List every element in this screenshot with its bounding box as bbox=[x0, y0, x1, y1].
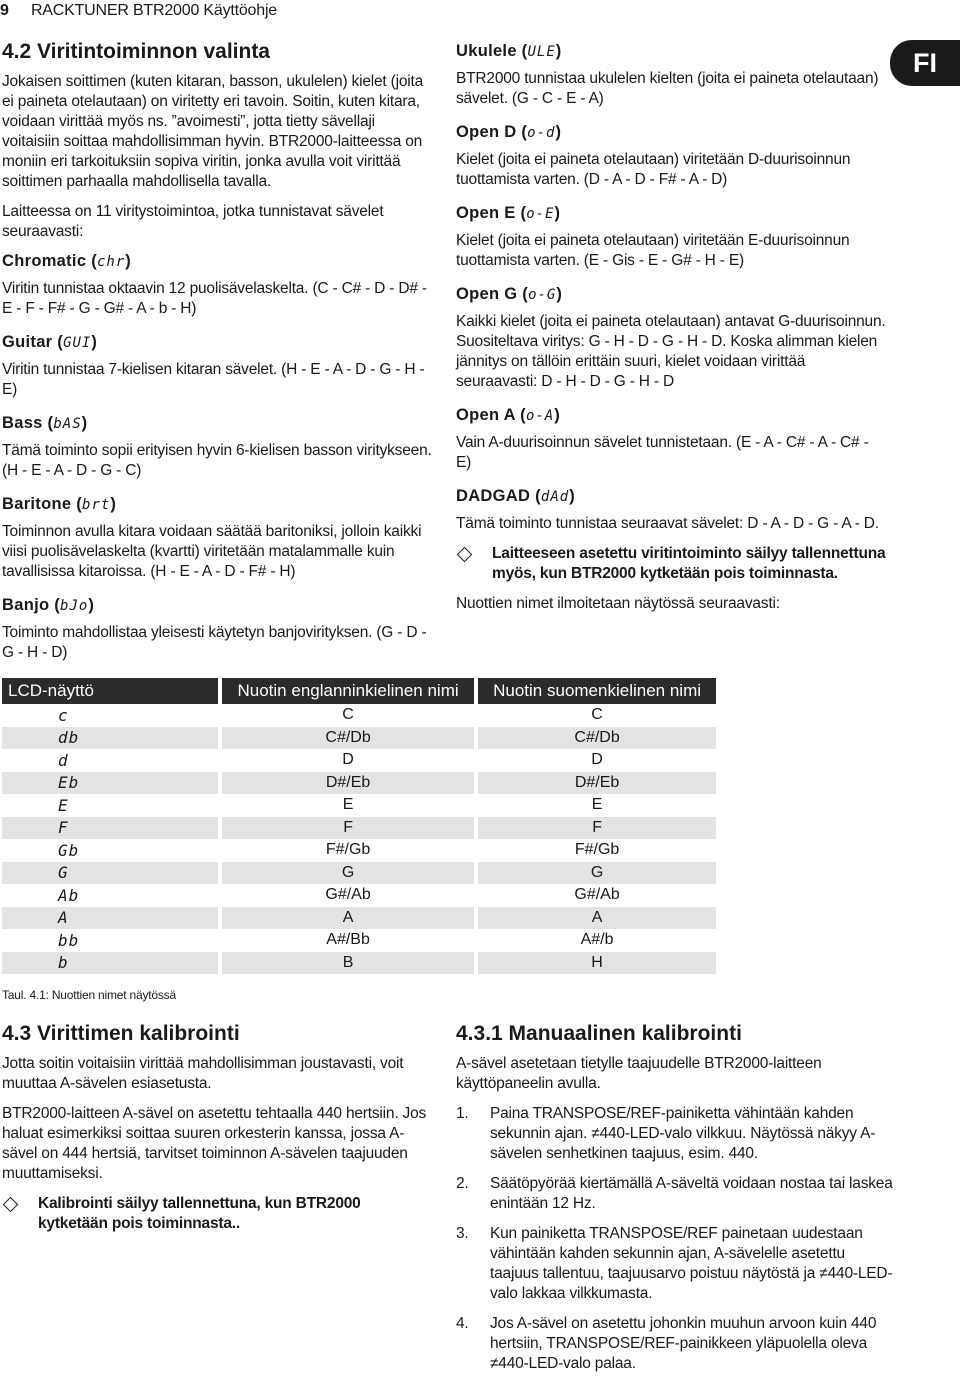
step-number: 1. bbox=[456, 1105, 469, 1122]
lcd-cell: d bbox=[2, 749, 220, 772]
mode-heading bbox=[456, 204, 886, 223]
calibration-note-text: Kalibrointi säilyy tallennettuna, kun BTR2000 kytketään pois toiminnasta.. bbox=[38, 1195, 361, 1232]
step-text: Kun painiketta TRANSPOSE/REF painetaan uudestaan vähintään kahden sekunnin ajan, A-sävelelle asetettu taajuus tallentuu, taajuusarvo poistuu näytöstä ja ≠440-LED-valo lakkaa vilkkumasta. bbox=[490, 1225, 893, 1302]
step-number: 3. bbox=[456, 1225, 469, 1242]
paren-open: ( bbox=[530, 487, 541, 505]
tuner-modes-list-left bbox=[2, 252, 432, 663]
finnish-name-cell: F bbox=[476, 817, 718, 840]
paren-open: ( bbox=[52, 333, 64, 351]
step-item bbox=[456, 1104, 896, 1164]
note-names-table bbox=[2, 678, 720, 974]
calibration-paragraph-2: BTR2000-laitteen A-sävel on asetettu tehtaalla 440 hertsiin. Jos haluat esimerkiksi soittaa suuren orkesterin kanssa, jossa A-sävel on 444 hertsiä, tarvitset toiminnon A-sävelen taajuuden muuttamiseksi. bbox=[2, 1105, 427, 1182]
paren-open: ( bbox=[49, 596, 61, 614]
lcd-code: bAS bbox=[53, 416, 82, 432]
paren-close: ) bbox=[110, 495, 117, 513]
lcd-cell: bb bbox=[2, 929, 220, 952]
finnish-name-cell: D#/Eb bbox=[476, 772, 718, 795]
paren-open: ( bbox=[71, 495, 83, 513]
table-row bbox=[2, 907, 718, 930]
step-text: Paina TRANSPOSE/REF-painiketta vähintään kahden sekunnin ajan. ≠440-LED-valo vilkkuu. Näytössä näkyy A-sävelen senhetkinen taajuus, esim. 440. bbox=[490, 1105, 876, 1162]
step-number: 4. bbox=[456, 1315, 469, 1332]
finnish-name-cell: A#/b bbox=[476, 929, 718, 952]
mode-name: Baritone bbox=[2, 495, 72, 513]
lcd-code: GUI bbox=[63, 335, 92, 351]
english-name-cell: A#/Bb bbox=[220, 929, 476, 952]
note-names-intro: Nuottien nimet ilmoitetaan näytössä seuraavasti: bbox=[456, 595, 780, 612]
manual-intro: A-sävel asetetaan tietylle taajuudelle BTR2000-laitteen käyttöpaneelin avulla. bbox=[456, 1055, 822, 1092]
table-header-row bbox=[2, 678, 718, 704]
lcd-code: chr bbox=[97, 254, 126, 270]
mode-heading bbox=[456, 42, 886, 61]
intro-paragraph: Jokaisen soittimen (kuten kitaran, basson, ukulelen) kielet (joita ei paineta otelautaan) on viritetty eri tavoin. Soitin, kuten kitara, voidaan virittää myös ns. ”avoimesti”, jotta tietty sävellaji voitaisiin soittaa mahdollisimman hyvin. BTR2000-laitteessa on moniin eri tarkoituksiin sopiva viritin, jonka avulla voit virittää soittimen parhaalla mahdollisella tavalla. bbox=[2, 73, 424, 190]
tuner-modes-list-right bbox=[456, 42, 886, 534]
manual-calibration-section bbox=[456, 1022, 896, 1384]
mode-description: Viritin tunnistaa oktaavin 12 puolisävelaskelta. (C - C# - D - D# - E - F - F# - G - G# - A - b - H) bbox=[2, 280, 427, 317]
diamond-icon bbox=[457, 547, 473, 563]
english-name-cell: B bbox=[220, 952, 476, 975]
calibration-title: 4.3 Virittimen kalibrointi bbox=[2, 1022, 240, 1045]
lcd-code: bJo bbox=[60, 598, 89, 614]
mode-description: Vain A-duurisoinnun sävelet tunnistetaan. (E - A - C# - A - C# - E) bbox=[456, 434, 869, 471]
finnish-name-cell: C#/Db bbox=[476, 727, 718, 750]
table-row bbox=[2, 884, 718, 907]
paren-close: ) bbox=[91, 333, 98, 351]
mode-name: DADGAD bbox=[456, 487, 531, 505]
mode-name: Bass bbox=[2, 414, 43, 432]
mode-heading bbox=[2, 596, 432, 615]
mode-description: Kielet (joita ei paineta otelautaan) viritetään D-duurisoinnun tuottamista varten. (D - A - D - F# - A - D) bbox=[456, 151, 851, 188]
lcd-code: dAd bbox=[540, 489, 570, 505]
mode-name: Ukulele bbox=[456, 42, 517, 60]
mode-description: Toiminnon avulla kitara voidaan säätää baritoniksi, jolloin kaikki viisi puolisävelaskelta (kvartti) viritetään matalammalle kuin tavallisissa kitaroissa. (H - E - A - D - F# - H) bbox=[2, 523, 422, 580]
calibration-note bbox=[2, 1194, 432, 1234]
finnish-name-cell: H bbox=[476, 952, 718, 975]
mode-name: Open A bbox=[456, 406, 516, 424]
lcd-code: o-d bbox=[527, 125, 556, 141]
lcd-code: o-E bbox=[526, 206, 555, 222]
finnish-name-cell: E bbox=[476, 794, 718, 817]
finnish-name-cell: D bbox=[476, 749, 718, 772]
note-text: Laitteeseen asetettu viritintoiminto säilyy tallennettuna myös, kun BTR2000 kytketään pois toiminnasta. bbox=[492, 545, 886, 582]
lcd-cell: db bbox=[2, 727, 220, 750]
mode-heading bbox=[456, 406, 886, 425]
finnish-name-cell: F#/Gb bbox=[476, 839, 718, 862]
section-title: 4.2 Viritintoiminnon valinta bbox=[2, 40, 270, 63]
left-column bbox=[2, 36, 432, 673]
mode-heading bbox=[456, 285, 886, 304]
header-english: Nuotin englanninkielinen nimi bbox=[220, 678, 476, 704]
page-number: 9 bbox=[0, 2, 9, 19]
step-item bbox=[456, 1224, 896, 1304]
paren-close: ) bbox=[569, 487, 575, 505]
english-name-cell: C bbox=[220, 704, 476, 727]
mode-name: Banjo bbox=[2, 596, 50, 614]
lcd-cell: G bbox=[2, 862, 220, 885]
table-row bbox=[2, 727, 718, 750]
paren-close: ) bbox=[81, 414, 88, 432]
calibration-paragraph-1: Jotta soitin voitaisiin virittää mahdollisimman joustavasti, voit muuttaa A-sävelen esiasetusta. bbox=[2, 1055, 404, 1092]
lcd-code: o-G bbox=[528, 287, 557, 303]
paren-close: ) bbox=[554, 204, 561, 222]
english-name-cell: F#/Gb bbox=[220, 839, 476, 862]
paren-open: ( bbox=[516, 42, 528, 60]
mode-heading bbox=[2, 333, 432, 352]
lcd-cell: b bbox=[2, 952, 220, 975]
table-row bbox=[2, 839, 718, 862]
table-row bbox=[2, 749, 718, 772]
right-column bbox=[456, 36, 886, 624]
table-row bbox=[2, 952, 718, 975]
table-body bbox=[2, 704, 718, 974]
mode-heading bbox=[2, 495, 432, 514]
step-text: Jos A-sävel on asetettu johonkin muuhun arvoon kuin 440 hertsiin, TRANSPOSE/REF-painikkeen yläpuolella oleva ≠440-LED-valo palaa. bbox=[490, 1315, 877, 1372]
step-item bbox=[456, 1174, 896, 1214]
lcd-code: o-A bbox=[525, 408, 555, 424]
language-tab: FI bbox=[890, 40, 960, 86]
step-item bbox=[456, 1314, 896, 1374]
mode-heading bbox=[2, 252, 432, 271]
table-row bbox=[2, 817, 718, 840]
header-finnish: Nuotin suomenkielinen nimi bbox=[476, 678, 718, 704]
paren-close: ) bbox=[555, 42, 562, 60]
mode-description: Toiminto mahdollistaa yleisesti käytetyn banjovirityksen. (G - D - G - H - D) bbox=[2, 624, 427, 661]
mode-heading bbox=[456, 487, 886, 506]
mode-description: Tämä toiminto tunnistaa seuraavat sävelet: D - A - D - G - A - D. bbox=[456, 515, 879, 532]
manual-calibration-title: 4.3.1 Manuaalinen kalibrointi bbox=[456, 1022, 742, 1045]
lcd-cell: Ab bbox=[2, 884, 220, 907]
finnish-name-cell: A bbox=[476, 907, 718, 930]
table-caption: Taul. 4.1: Nuottien nimet näytössä bbox=[2, 988, 176, 1002]
intro-paragraph-2: Laitteessa on 11 viritystoimintoa, jotka tunnistavat sävelet seuraavasti: bbox=[2, 203, 384, 240]
header-lcd: LCD-näyttö bbox=[2, 678, 220, 704]
paren-open: ( bbox=[515, 406, 526, 424]
paren-close: ) bbox=[125, 252, 132, 270]
lcd-cell: A bbox=[2, 907, 220, 930]
finnish-name-cell: G bbox=[476, 862, 718, 885]
lcd-cell: F bbox=[2, 817, 220, 840]
lcd-cell: E bbox=[2, 794, 220, 817]
table-row bbox=[2, 704, 718, 727]
table-row bbox=[2, 929, 718, 952]
paren-open: ( bbox=[42, 414, 54, 432]
finnish-name-cell: G#/Ab bbox=[476, 884, 718, 907]
paren-open: ( bbox=[86, 252, 97, 270]
lcd-cell: c bbox=[2, 704, 220, 727]
lcd-code: brt bbox=[82, 497, 111, 513]
paren-close: ) bbox=[556, 285, 563, 303]
mode-heading bbox=[2, 414, 432, 433]
steps-list bbox=[456, 1104, 896, 1374]
paren-close: ) bbox=[555, 123, 562, 141]
mode-description: Kaikki kielet (joita ei paineta otelautaan) antavat G-duurisoinnun. Suositeltava viritys: G - H - D - G - H - D. Koska alimman kielen jännitys on tällöin erittäin suuri, kielet voidaan virittää seuraavasti: D - H - D - G - H - D bbox=[456, 313, 886, 390]
mode-description: Viritin tunnistaa 7-kielisen kitaran sävelet. (H - E - A - D - G - H - E) bbox=[2, 361, 425, 398]
english-name-cell: C#/Db bbox=[220, 727, 476, 750]
mode-description: BTR2000 tunnistaa ukulelen kielten (joita ei paineta otelautaan) sävelet. (G - C - E - A) bbox=[456, 70, 879, 107]
english-name-cell: G#/Ab bbox=[220, 884, 476, 907]
mode-name: Open D bbox=[456, 123, 517, 141]
english-name-cell: D#/Eb bbox=[220, 772, 476, 795]
paren-open: ( bbox=[515, 204, 527, 222]
mode-description: Kielet (joita ei paineta otelautaan) viritetään E-duurisoinnun tuottamista varten. (E - Gis - E - G# - H - E) bbox=[456, 232, 850, 269]
paren-close: ) bbox=[88, 596, 95, 614]
mode-heading bbox=[456, 123, 886, 142]
running-header bbox=[0, 2, 277, 20]
mode-description: Tämä toiminto sopii erityisen hyvin 6-kielisen basson viritykseen. (H - E - A - D - G - C) bbox=[2, 442, 432, 479]
paren-open: ( bbox=[516, 123, 528, 141]
mode-name: Chromatic bbox=[2, 252, 87, 270]
lcd-code: ULE bbox=[527, 44, 556, 60]
document-title: RACKTUNER BTR2000 Käyttöohje bbox=[30, 2, 278, 19]
paren-open: ( bbox=[517, 285, 529, 303]
lcd-cell: Eb bbox=[2, 772, 220, 795]
mode-name: Open G bbox=[456, 285, 518, 303]
step-text: Säätöpyörää kiertämällä A-säveltä voidaan nostaa tai laskea enintään 12 Hz. bbox=[490, 1175, 893, 1212]
step-number: 2. bbox=[456, 1175, 469, 1192]
mode-name: Guitar bbox=[2, 333, 53, 351]
finnish-name-cell: C bbox=[476, 704, 718, 727]
lcd-cell: Gb bbox=[2, 839, 220, 862]
english-name-cell: G bbox=[220, 862, 476, 885]
paren-close: ) bbox=[554, 406, 561, 424]
mode-memory-note bbox=[456, 544, 886, 584]
table-row bbox=[2, 794, 718, 817]
calibration-section bbox=[2, 1022, 432, 1244]
english-name-cell: A bbox=[220, 907, 476, 930]
table-row bbox=[2, 862, 718, 885]
english-name-cell: F bbox=[220, 817, 476, 840]
english-name-cell: E bbox=[220, 794, 476, 817]
english-name-cell: D bbox=[220, 749, 476, 772]
mode-name: Open E bbox=[456, 204, 516, 222]
table-row bbox=[2, 772, 718, 795]
diamond-icon bbox=[3, 1197, 19, 1213]
